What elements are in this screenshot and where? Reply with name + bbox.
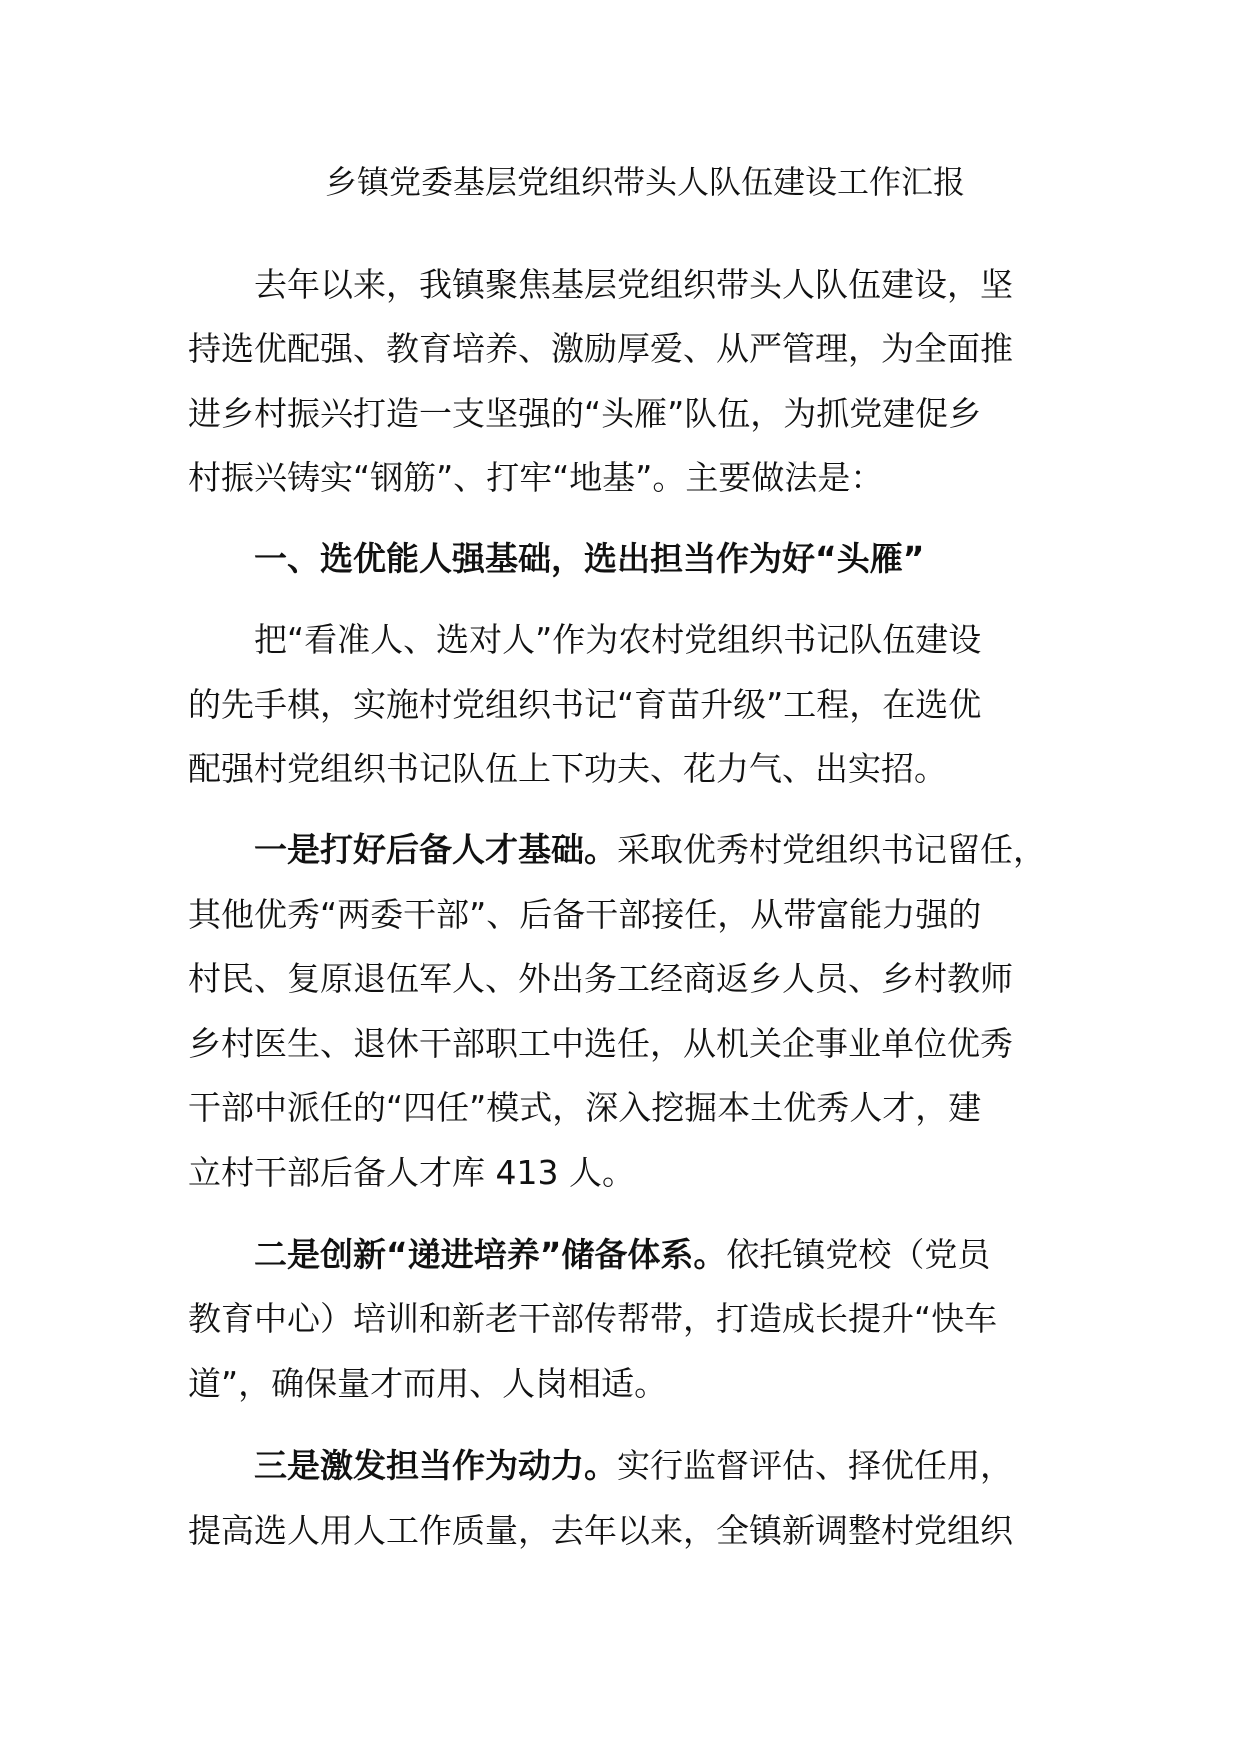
point1-line-6: 立村干部后备人才库 413 人。 xyxy=(188,1153,635,1192)
point1-first-line xyxy=(254,827,1046,873)
intro-line-4: 村振兴铸实“钢筋”、打牢“地基”。主要做法是： xyxy=(188,458,884,497)
section-intro-line-2: 的先手棋，实施村党组织书记“育苗升级”工程，在选优 xyxy=(188,685,982,724)
point2-first-text: 依托镇党校（党员 xyxy=(726,1235,991,1274)
point1-line-5: 干部中派任的“四任”模式，深入挖掘本土优秀人才，建 xyxy=(188,1088,982,1127)
intro-line-3: 进乡村振兴打造一支坚强的“头雁”队伍，为抓党建促乡 xyxy=(188,394,982,433)
point3-first-text: 实行监督评估、择优任用， xyxy=(617,1446,1013,1485)
point3-line-2: 提高选人用人工作质量，去年以来，全镇新调整村党组织 xyxy=(188,1511,1013,1550)
point2-line-3: 道”，确保量才而用、人岗相适。 xyxy=(188,1364,668,1403)
point1-line-4: 乡村医生、退休干部职工中选任，从机关企事业单位优秀 xyxy=(188,1024,1013,1063)
point1-lead: 一是打好后备人才基础。 xyxy=(254,830,617,869)
point3-lead: 三是激发担当作为动力。 xyxy=(254,1446,617,1485)
point3-first-line xyxy=(254,1443,1013,1489)
section-intro-line-3: 配强村党组织书记队伍上下功夫、花力气、出实招。 xyxy=(188,749,947,788)
section-intro-line-1: 把“看准人、选对人”作为农村党组织书记队伍建设 xyxy=(254,620,982,659)
point1-line-2: 其他优秀“两委干部”、后备干部接任，从带富能力强的 xyxy=(188,895,982,934)
point1-first-text: 采取优秀村党组织书记留任， xyxy=(617,830,1046,869)
intro-line-1: 去年以来，我镇聚焦基层党组织带头人队伍建设，坚 xyxy=(254,265,1013,304)
point2-line-2: 教育中心）培训和新老干部传帮带，打造成长提升“快车 xyxy=(188,1299,998,1338)
intro-line-2: 持选优配强、教育培养、激励厚爱、从严管理，为全面推 xyxy=(188,329,1013,368)
point2-lead: 二是创新“递进培养”储备体系。 xyxy=(254,1235,727,1274)
point2-first-line xyxy=(254,1232,990,1278)
point1-line-3: 村民、复原退伍军人、外出务工经商返乡人员、乡村教师 xyxy=(188,959,1013,998)
document-title: 乡镇党委基层党组织带头人队伍建设工作汇报 xyxy=(324,163,965,201)
section-heading: 一、选优能人强基础，选出担当作为好“头雁” xyxy=(254,539,925,578)
